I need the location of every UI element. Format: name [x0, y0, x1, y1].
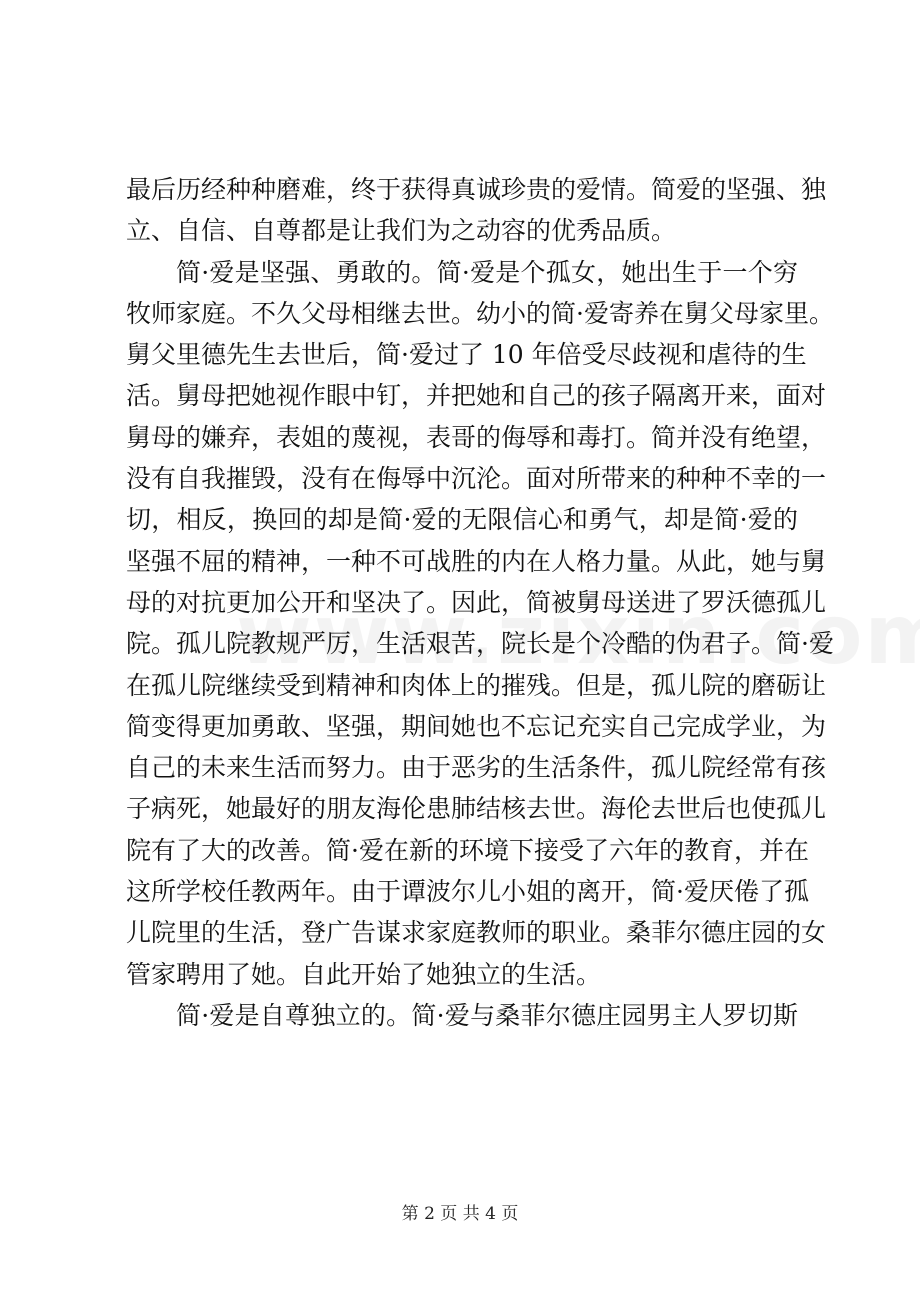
text-line-6: 活。舅母把她视作眼中钉，并把她和自己的孩子隔离开来，面对 — [126, 381, 827, 411]
text-line-15: 自己的未来生活而努力。由于恶劣的生活条件，孤儿院经常有孩 — [126, 753, 827, 783]
text-line-11: 母的对抗更加公开和坚决了。因此，简被舅母送进了罗沃德孤儿 — [126, 587, 827, 617]
text-line-8: 没有自我摧毁，没有在侮辱中沉沦。面对所带来的种种不幸的一 — [126, 464, 827, 494]
text-line-1: 最后历经种种磨难，终于获得真诚珍贵的爱情。简爱的坚强、独 — [126, 175, 827, 204]
text-line-17: 院有了大的改善。简·爱在新的环境下接受了六年的教育，并在 — [126, 835, 809, 865]
text-line-10: 坚强不屈的精神，一种不可战胜的内在人格力量。从此，她与舅 — [126, 546, 827, 576]
body-text — [126, 169, 834, 1036]
text-line-18: 这所学校任教两年。由于谭波尔儿小姐的离开，简·爱厌倦了孤 — [126, 877, 809, 907]
text-line-9: 切，相反，换回的却是简·爱的无限信心和勇气，却是简·爱的 — [126, 505, 798, 535]
text-line-4: 牧师家庭。不久父母相继去世。幼小的简·爱寄养在舅父母家里。 — [126, 298, 834, 328]
text-line-5: 舅父里德先生去世后，简·爱过了 10 年倍受尽歧视和虐待的生 — [126, 340, 807, 370]
text-line-16: 子病死，她最好的朋友海伦患肺结核去世。海伦去世后也使孤儿 — [126, 794, 827, 824]
text-line-12: 院。孤儿院教规严厉，生活艰苦，院长是个冷酷的伪君子。简·爱 — [126, 629, 834, 659]
text-line-20: 管家聘用了她。自此开始了她独立的生活。 — [126, 959, 602, 989]
text-line-13: 在孤儿院继续受到精神和肉体上的摧残。但是，孤儿院的磨砺让 — [126, 670, 827, 700]
text-line-14: 简变得更加勇敢、坚强，期间她也不忘记充实自己完成学业，为 — [126, 711, 827, 741]
text-line-7: 舅母的嫌弃，表姐的蔑视，表哥的侮辱和毒打。简并没有绝望， — [126, 422, 827, 452]
text-line-21: 简·爱是自尊独立的。简·爱与桑菲尔德庄园男主人罗切斯 — [176, 1000, 798, 1030]
page-footer: 第 2 页 共 4 页 — [401, 1204, 519, 1224]
text-line-19: 儿院里的生活，登广告谋求家庭教师的职业。桑菲尔德庄园的女 — [126, 918, 827, 948]
text-line-3: 简·爱是坚强、勇敢的。简·爱是个孤女，她出生于一个穷 — [176, 257, 798, 287]
text-line-2: 立、自信、自尊都是让我们为之动容的优秀品质。 — [126, 216, 677, 246]
